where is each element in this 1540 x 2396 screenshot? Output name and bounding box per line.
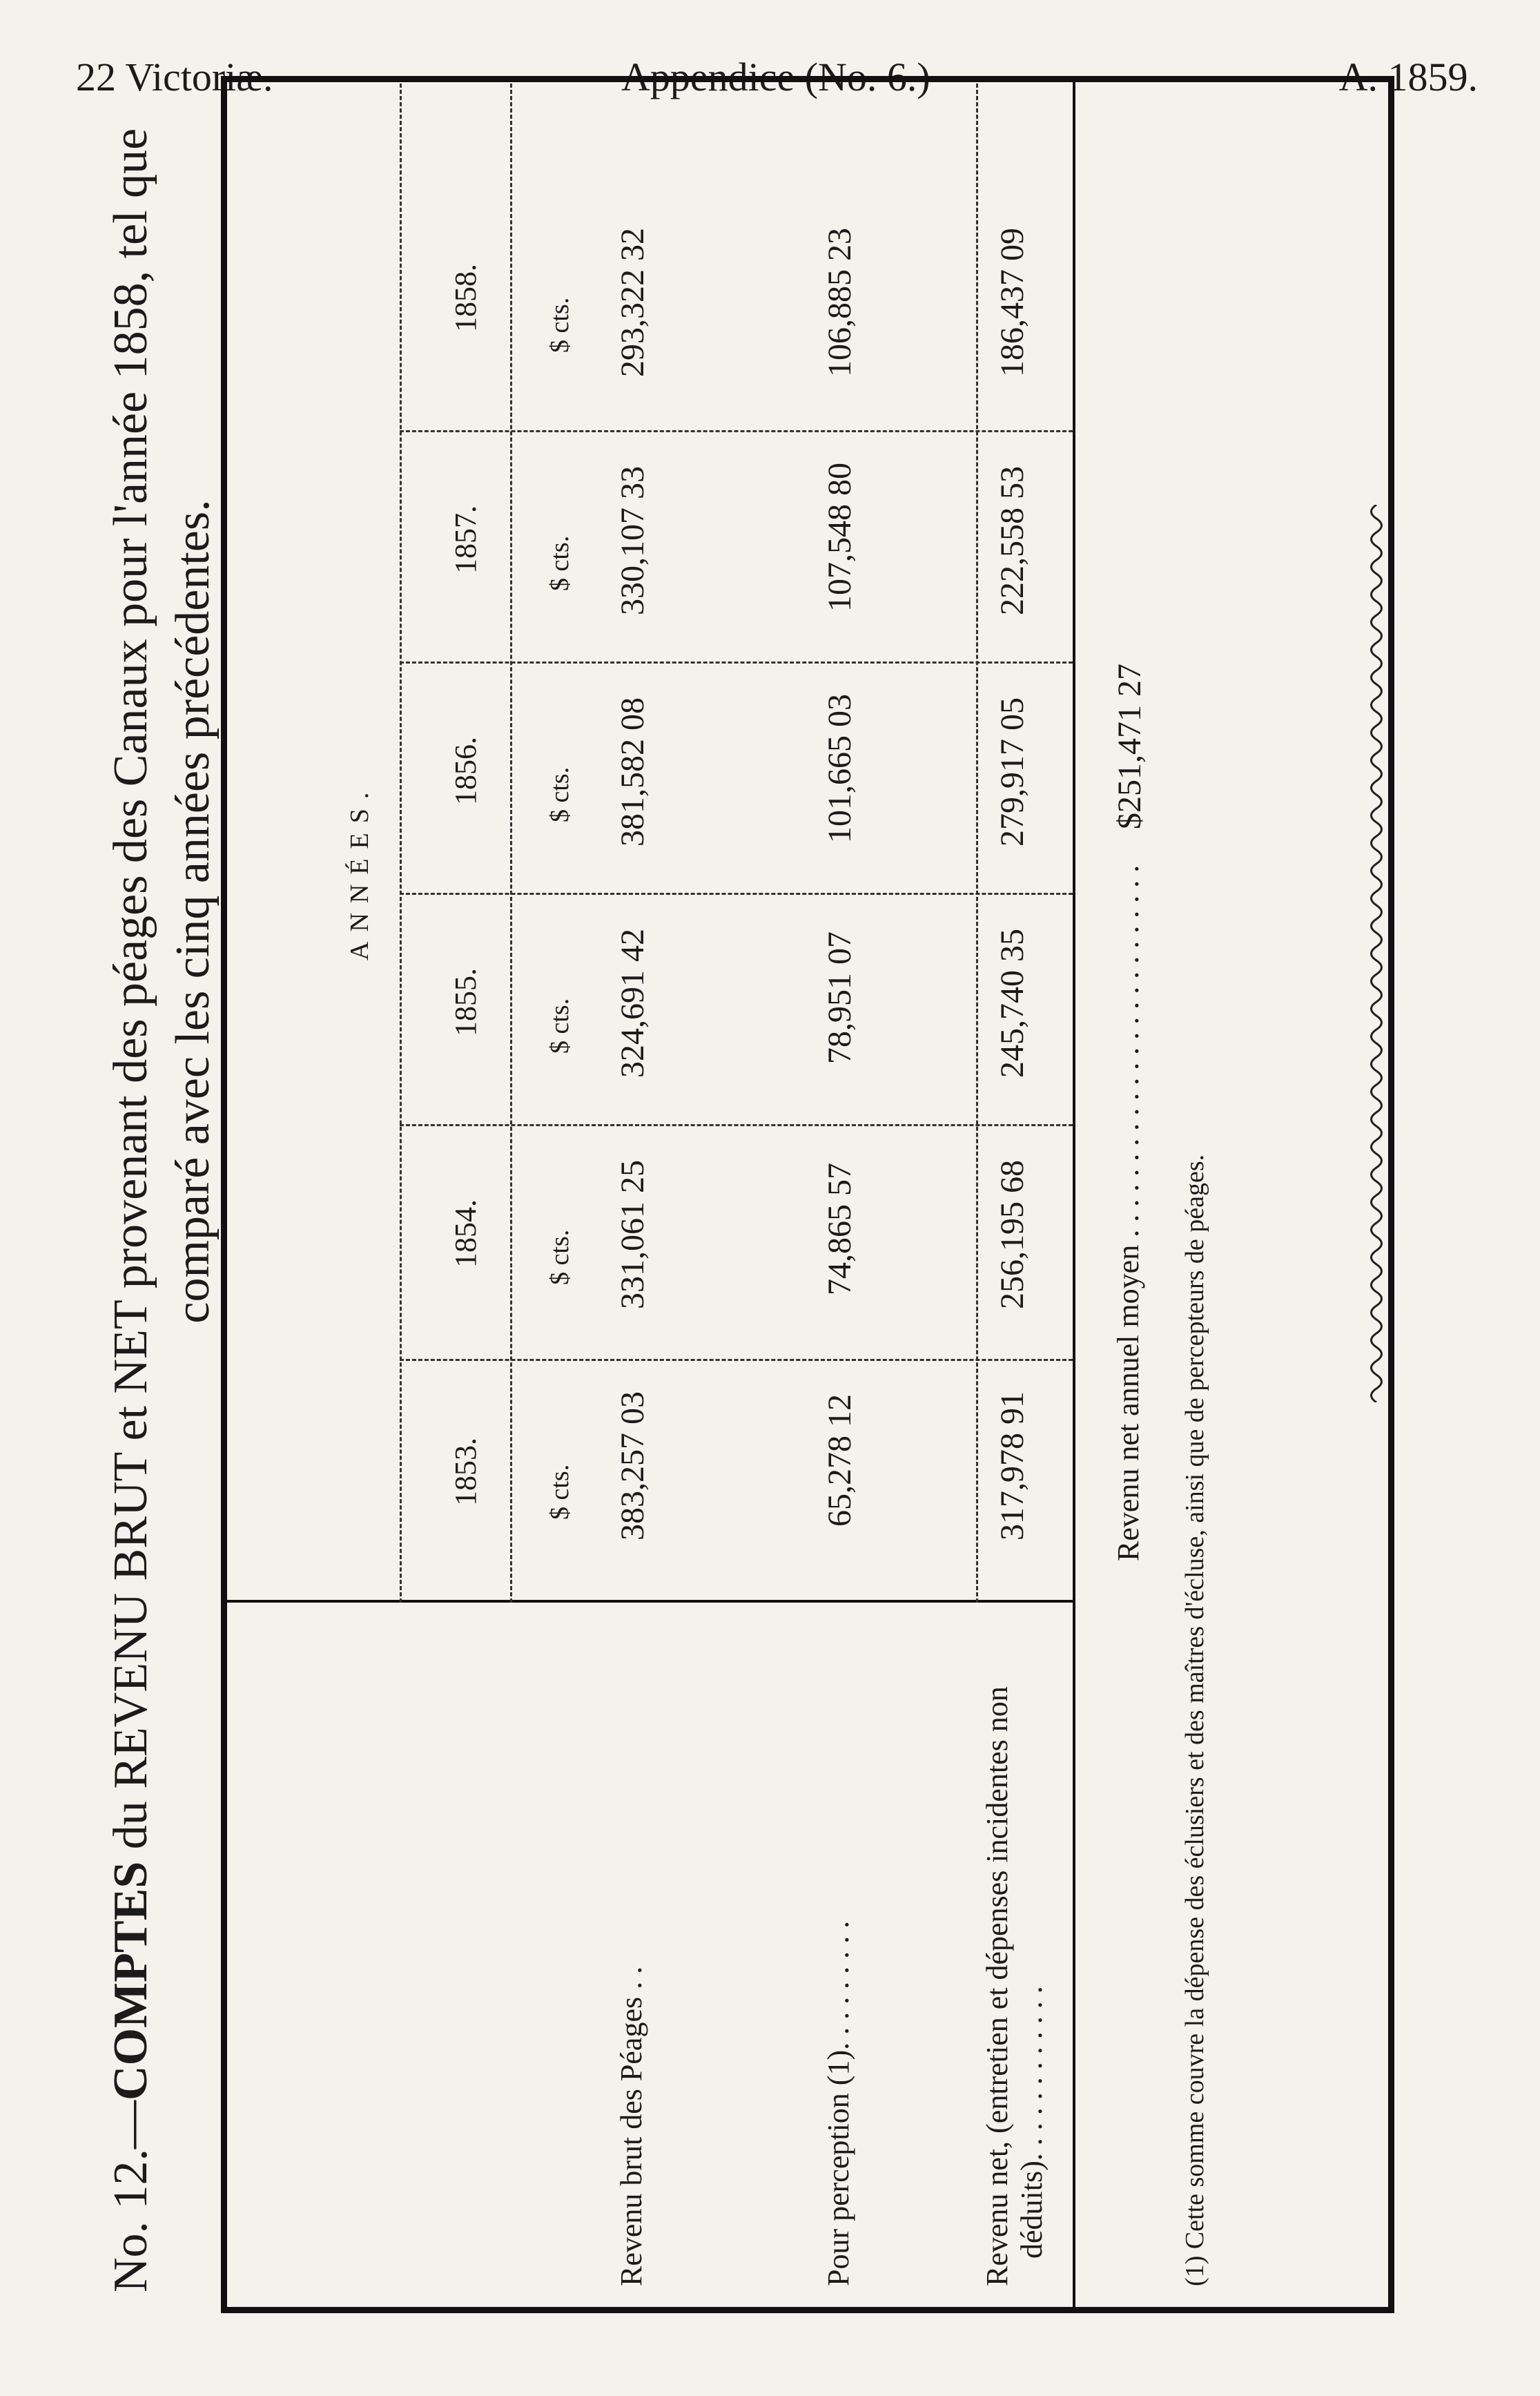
cell-value: 106,885 23 [821,228,858,377]
title-number: No. 12.— [104,2100,157,2292]
unit-label: $ cts. [545,297,574,353]
accounts-table [221,76,1394,2313]
cell-value: 186,437 09 [994,228,1031,377]
table-subtitle: comparé avec les cinq années précédentes. [166,499,220,1324]
cell-value: 65,278 12 [821,1394,858,1527]
cell-value: 317,978 91 [994,1391,1031,1540]
col-divider [400,430,1073,432]
row-label-net: Revenu net, (entretien et dépenses incidentes non [980,1686,1014,2286]
year-1854: 1854. [449,1199,483,1268]
unit-label: $ cts. [545,1229,574,1285]
year-header-rule [510,84,512,1603]
cell-value: 222,558 53 [994,466,1031,615]
row-label-net-cont: déduits). . . . . . . . . . . . [1015,1986,1049,2259]
cell-value: 107,548 80 [821,463,858,612]
summary-rule [1073,80,1075,2307]
year-1857: 1857. [449,505,483,574]
header-appendix: Appendice (No. 6.) [621,55,930,99]
year-1855: 1855. [449,968,483,1036]
cell-value: 330,107 33 [614,466,651,615]
cell-value: 383,257 03 [614,1391,651,1540]
year-1853: 1853. [449,1438,483,1506]
col-divider [400,661,1073,664]
cell-value: 279,917 05 [994,697,1031,847]
cell-value: 245,740 35 [994,929,1031,1078]
average-value: $251,471 27 [1111,664,1148,829]
cell-value: 256,195 68 [994,1160,1031,1309]
group-header-rule [400,84,402,1603]
col-divider [400,1124,1073,1126]
row-label-gross: Revenu brut des Péages . . [614,1966,648,2286]
net-row-rule [976,84,978,1603]
unit-label: $ cts. [545,1464,574,1520]
cell-value: 293,322 32 [614,228,651,377]
header-year: A. 1859. [1338,55,1478,99]
label-divider [227,1600,1073,1603]
row-label-collection: Pour perception (1). . . . . . . . . [821,1920,855,2286]
average-label: Revenu net annuel moyen . . . . . . . . . . . . . . . . . . . . . . . . . [1111,864,1145,1561]
wavy-rule [1366,505,1387,1402]
cell-value: 78,951 07 [821,931,858,1064]
title-line1: du REVENU BRUT et NET provenant des péages des Canaux pour l'année 1858, tel que [104,128,157,1850]
year-1858: 1858. [449,264,483,332]
year-1856: 1856. [449,737,483,805]
col-divider [400,893,1073,895]
footnote: (1) Cette somme couvre la dépense des éclusiers et des maîtres d'écluse, ainsi que de percepteurs de péages. [1180,1154,1209,2286]
cell-value: 101,665 03 [821,694,858,843]
unit-label: $ cts. [545,535,574,591]
cell-value: 331,061 25 [614,1160,651,1309]
cell-value: 74,865 57 [821,1163,858,1295]
table-title [104,83,159,2292]
title-bold-word: COMPTES [104,1861,157,2100]
col-divider [400,1359,1073,1361]
unit-label: $ cts. [545,766,574,822]
unit-label: $ cts. [545,998,574,1054]
cell-value: 381,582 08 [614,697,651,847]
cell-value: 324,691 42 [614,929,651,1078]
header-session: 22 Victoriæ. [76,55,273,99]
annees-header: ANNÉES. [345,782,374,960]
